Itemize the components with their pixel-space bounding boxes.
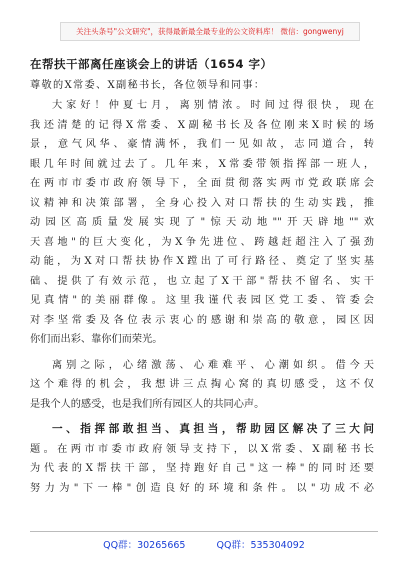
body-line: 是我个人的感受，也是我们所有园区人的共同心声。 xyxy=(30,398,265,410)
body-line: 这个难得的机会，我想讲三点掏心窝的真切感受，这不仅 xyxy=(30,379,374,390)
body-line: 题。在两市市委市政府领导支持下，以X常委、X副秘书长 xyxy=(30,443,374,455)
body-line: 议精神和决策部署，全身心投入对口帮扶的生动实践，推 xyxy=(30,197,374,209)
body-line: 大家好！仲夏七月，离别情浓。时间过得很快，现在 xyxy=(52,100,374,111)
body-line: 我还清楚的记得X常委、X副秘书长及各位刚来X时候的场 xyxy=(30,119,374,131)
body-line: 景，意气风华、豪情满怀，我们一见如故，志同道合，转 xyxy=(30,139,374,150)
section-heading: 一、指挥部敢担当、真担当，帮助园区解决了三大问 xyxy=(52,423,374,435)
header-banner: 关注头条号"公文研究"，获得最新最全最专业的公文资料库！ 微信：gongwenyj xyxy=(60,22,360,41)
body-line: 你们而出彩、靠你们而荣光。 xyxy=(30,334,163,345)
body-line: 离别之际，心绪激荡、心难难平、心潮如织。借今天 xyxy=(52,359,374,371)
document-body xyxy=(30,96,374,498)
body-line: 动能，为X对口帮扶协作X蹚出了可行路径、奠定了坚实基 xyxy=(30,256,374,267)
body-line: 见真情"的美丽群像。这里我谨代表园区党工委、管委会 xyxy=(30,295,374,306)
body-line: 为代表的X帮扶干部，坚持跑好自己"这一棒"的同时还要 xyxy=(30,463,374,474)
body-line: 在两市市委市政府领导下，全面贯彻落实两市党政联席会 xyxy=(30,178,374,189)
body-line: 础、提供了有效示范，也立起了X干部"帮扶不留名、实干 xyxy=(30,275,374,287)
body-line: 天喜地"的巨大变化，为X争先进位、跨越赶超注入了强劲 xyxy=(30,236,374,248)
salutation: 尊敬的X常委、X副秘书长，各位领导和同事： xyxy=(30,80,266,91)
footer xyxy=(0,537,408,551)
footer-divider xyxy=(30,531,378,532)
document-title: 在帮扶干部离任座谈会上的讲话（1654 字） xyxy=(30,57,273,71)
body-line: 努力为"下一棒"创造良好的环境和条件。以"功成不必 xyxy=(30,482,374,494)
body-line: 动园区高质量发展实现了"惊天动地""开天辟地""欢 xyxy=(30,217,374,228)
body-line: 对李坚常委及各位表示衷心的感谢和崇高的敬意，园区因 xyxy=(30,314,374,326)
footer-qq-group-1: QQ群：30265665 xyxy=(103,540,186,551)
body-line: 眼几年时间就过去了。几年来，X常委带领指挥部一班人， xyxy=(30,158,374,170)
footer-qq-group-2: QQ群：535304092 xyxy=(216,540,305,551)
